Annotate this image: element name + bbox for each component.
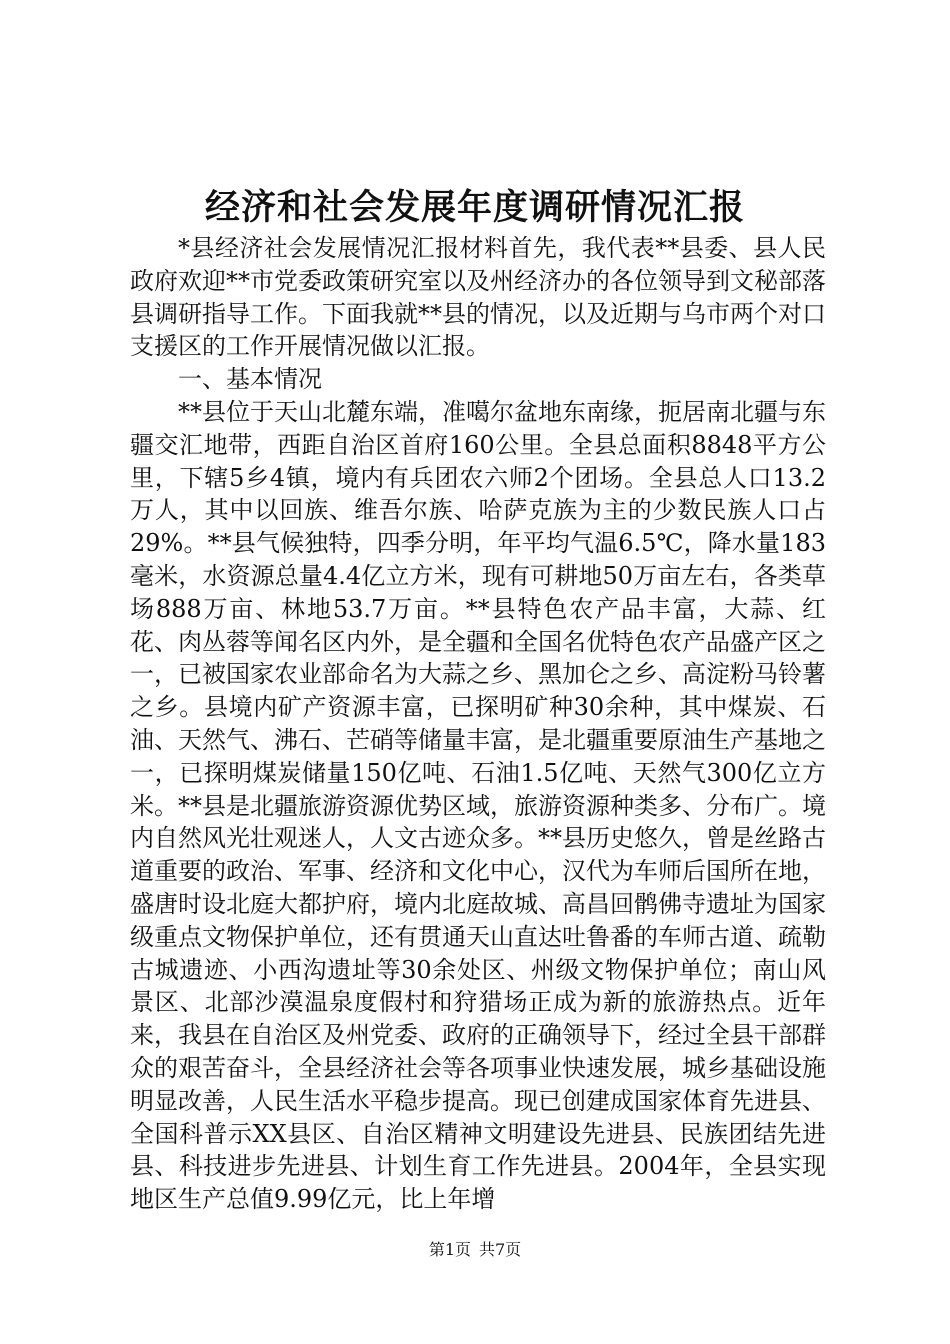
body-paragraph: **县位于天山北麓东端，准噶尔盆地东南缘，扼居南北疆与东疆交汇地带，西距自治区首府160公里。全县总面积8848平方公里，下辖5乡4镇，境内有兵团农六师2个团场。全县总人口13.2万人，其中以回族、维吾尔族、哈萨克族为主的少数民族人口占29%。**县气候独特，四季分明，年平均气温6.5℃，降水量183毫米，水资源总量4.4亿立方米，现有可耕地50万亩左右，各类草场888万亩、林地53.7万亩。**县特色农产品丰富，大蒜、红花、肉丛蓉等闻名区内外，是全疆和全国名优特色农产品盛产区之一，已被国家农业部命名为大蒜之乡、黑加仑之乡、高淀粉马铃薯之乡。县境内矿产资源丰富，已探明矿种30余种，其中煤炭、石油、天然气、沸石、芒硝等储量丰富，是北疆重要原油生产基地之一，已探明煤炭储量150亿吨、石油1.5亿吨、天然气300亿立方米。**县是北疆旅游资源优势区域，旅游资源种类多、分布广。境内自然风光壮观迷人，人文古迹众多。**县历史悠久，曾是丝路古道重要的政治、军事、经济和文化中心，汉代为车师后国所在地，盛唐时设北庭大都护府，境内北庭故城、高昌回鹘佛寺遗址为国家级重点文物保护单位，还有贯通天山直达吐鲁番的车师古道、疏勒古城遗迹、小西沟遗址等30余处区、州级文物保护单位；南山风景区、北部沙漠温泉度假村和狩猎场正成为新的旅游热点。近年来，我县在自治区及州党委、政府的正确领导下，经过全县干部群众的艰苦奋斗，全县经济社会等各项事业快速发展，城乡基础设施明显改善，人民生活水平稳步提高。现已创建成国家体育先进县、全国科普示XX县区、自治区精神文明建设先进县、民族团结先进县、科技进步先进县、计划生育工作先进县。2004年，全县实现地区生产总值9.99亿元，比上年增 xyxy=(130,397,826,1214)
document-body xyxy=(130,232,826,1216)
page-number: 第1页 xyxy=(428,1240,471,1259)
section-heading: 一、基本情况 xyxy=(178,365,322,394)
page-footer xyxy=(0,1238,950,1262)
page-total: 共7页 xyxy=(479,1240,522,1259)
intro-paragraph: *县经济社会发展情况汇报材料首先，我代表**县委、县人民政府欢迎**市党委政策研究室以及州经济办的各位领导到文秘部落县调研指导工作。下面我就**县的情况，以及近期与乌市两个对口支援区的工作开展情况做以汇报。 xyxy=(130,234,826,361)
document-title: 经济和社会发展年度调研情况汇报 xyxy=(204,187,745,228)
